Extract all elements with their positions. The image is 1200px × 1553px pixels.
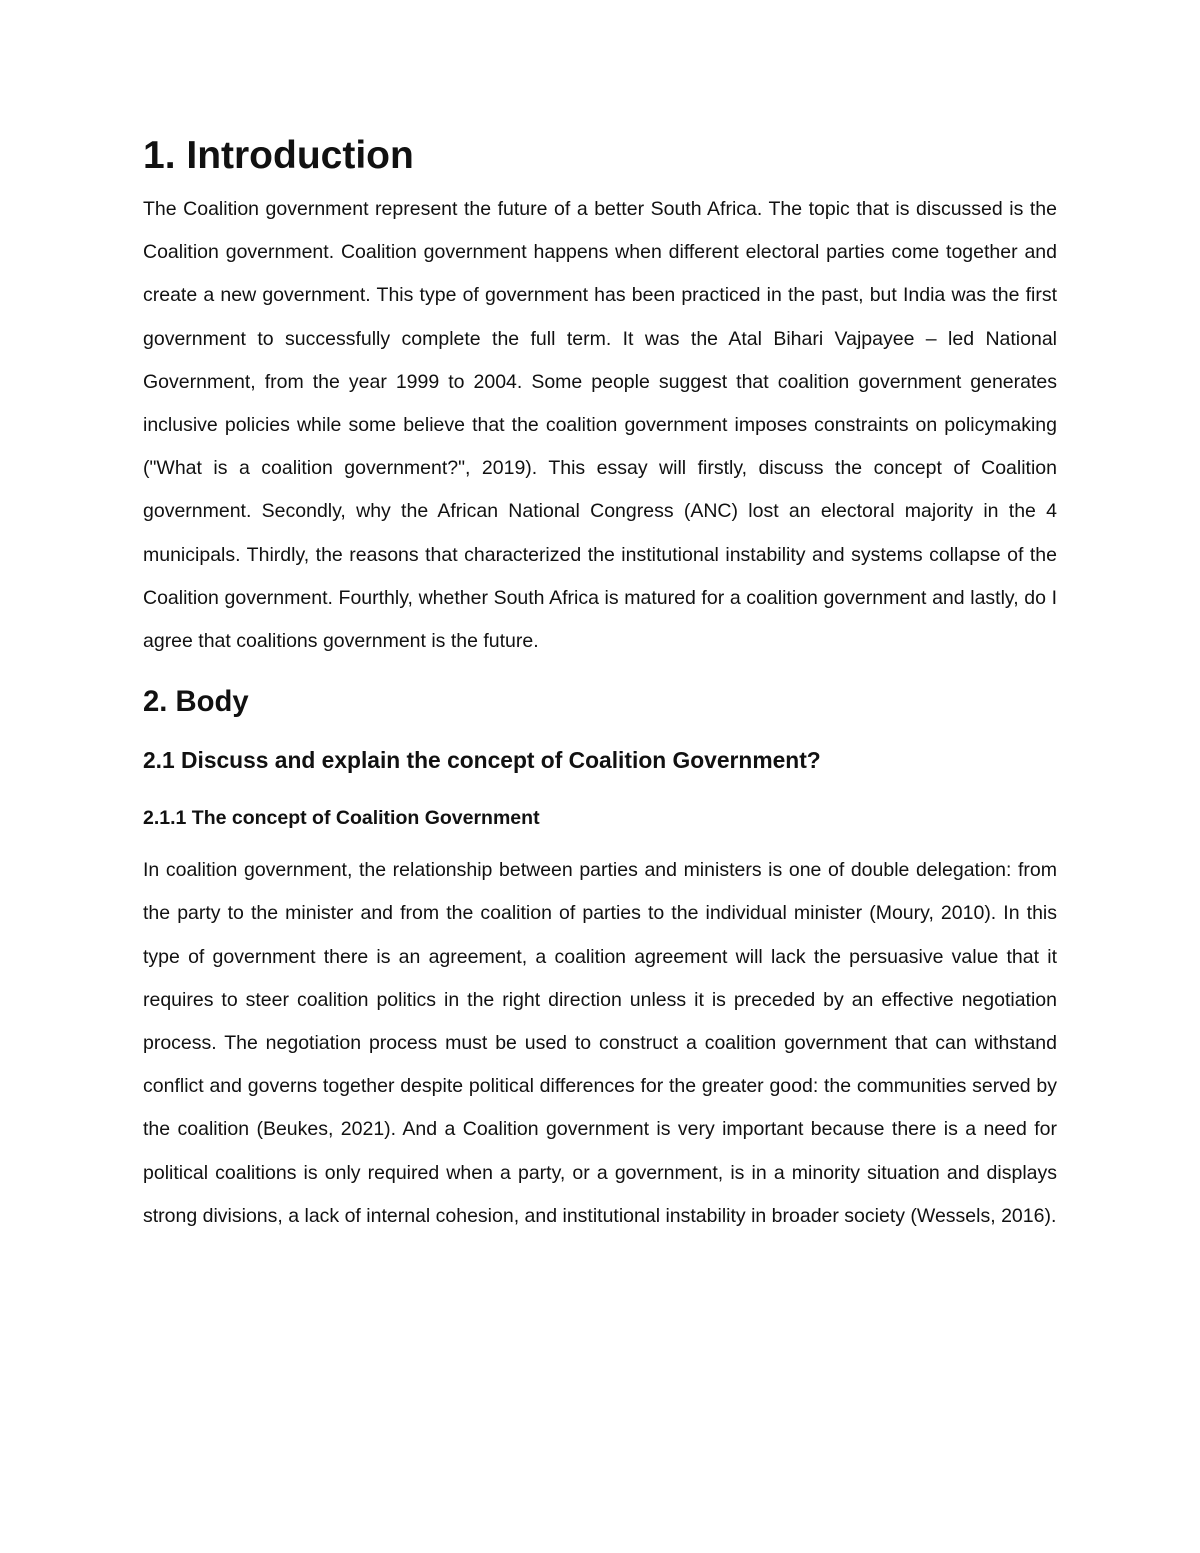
introduction-paragraph: The Coalition government represent the future of a better South Africa. The topic that is discussed is the Coalition government. Coalition government happens when different electoral parties come together and create a new government. This type of government has been practiced in the past, but India was the first government to successfully complete the full term. It was the Atal Bihari Vajpayee – led National Government, from the year 1999 to 2004. Some people suggest that coalition government generates inclusive policies while some believe that the coalition government imposes constraints on policymaking ("What is a coalition government?", 2019). This essay will firstly, discuss the concept of Coalition government. Secondly, why the African National Congress (ANC) lost an electoral majority in the 4 municipals. Thirdly, the reasons that characterized the institutional instability and systems collapse of the Coalition government. Fourthly, whether South Africa is matured for a coalition government and lastly, do I agree that coalitions government is the future. [143,198,1057,653]
section-2-1-heading: 2.1 Discuss and explain the concept of Coalition Government? [143,747,821,774]
introduction-heading: 1. Introduction [143,134,414,177]
document-page [143,134,1057,1238]
body-heading: 2. Body [143,686,249,719]
section-2-1-1-heading: 2.1.1 The concept of Coalition Government [143,807,540,830]
section-2-1-1-paragraph: In coalition government, the relationship between parties and ministers is one of double delegation: from the party to the minister and from the coalition of parties to the individual minister (Moury, 2010). In this type of government there is an agreement, a coalition agreement will lack the persuasive value that it requires to steer coalition politics in the right direction unless it is preceded by an effective negotiation process. The negotiation process must be used to construct a coalition government that can withstand conflict and governs together despite political differences for the greater good: the communities served by the coalition (Beukes, 2021). And a Coalition government is very important because there is a need for political coalitions is only required when a party, or a government, is in a minority situation and displays strong divisions, a lack of internal cohesion, and institutional instability in broader society (Wessels, 2016). [143,859,1057,1227]
